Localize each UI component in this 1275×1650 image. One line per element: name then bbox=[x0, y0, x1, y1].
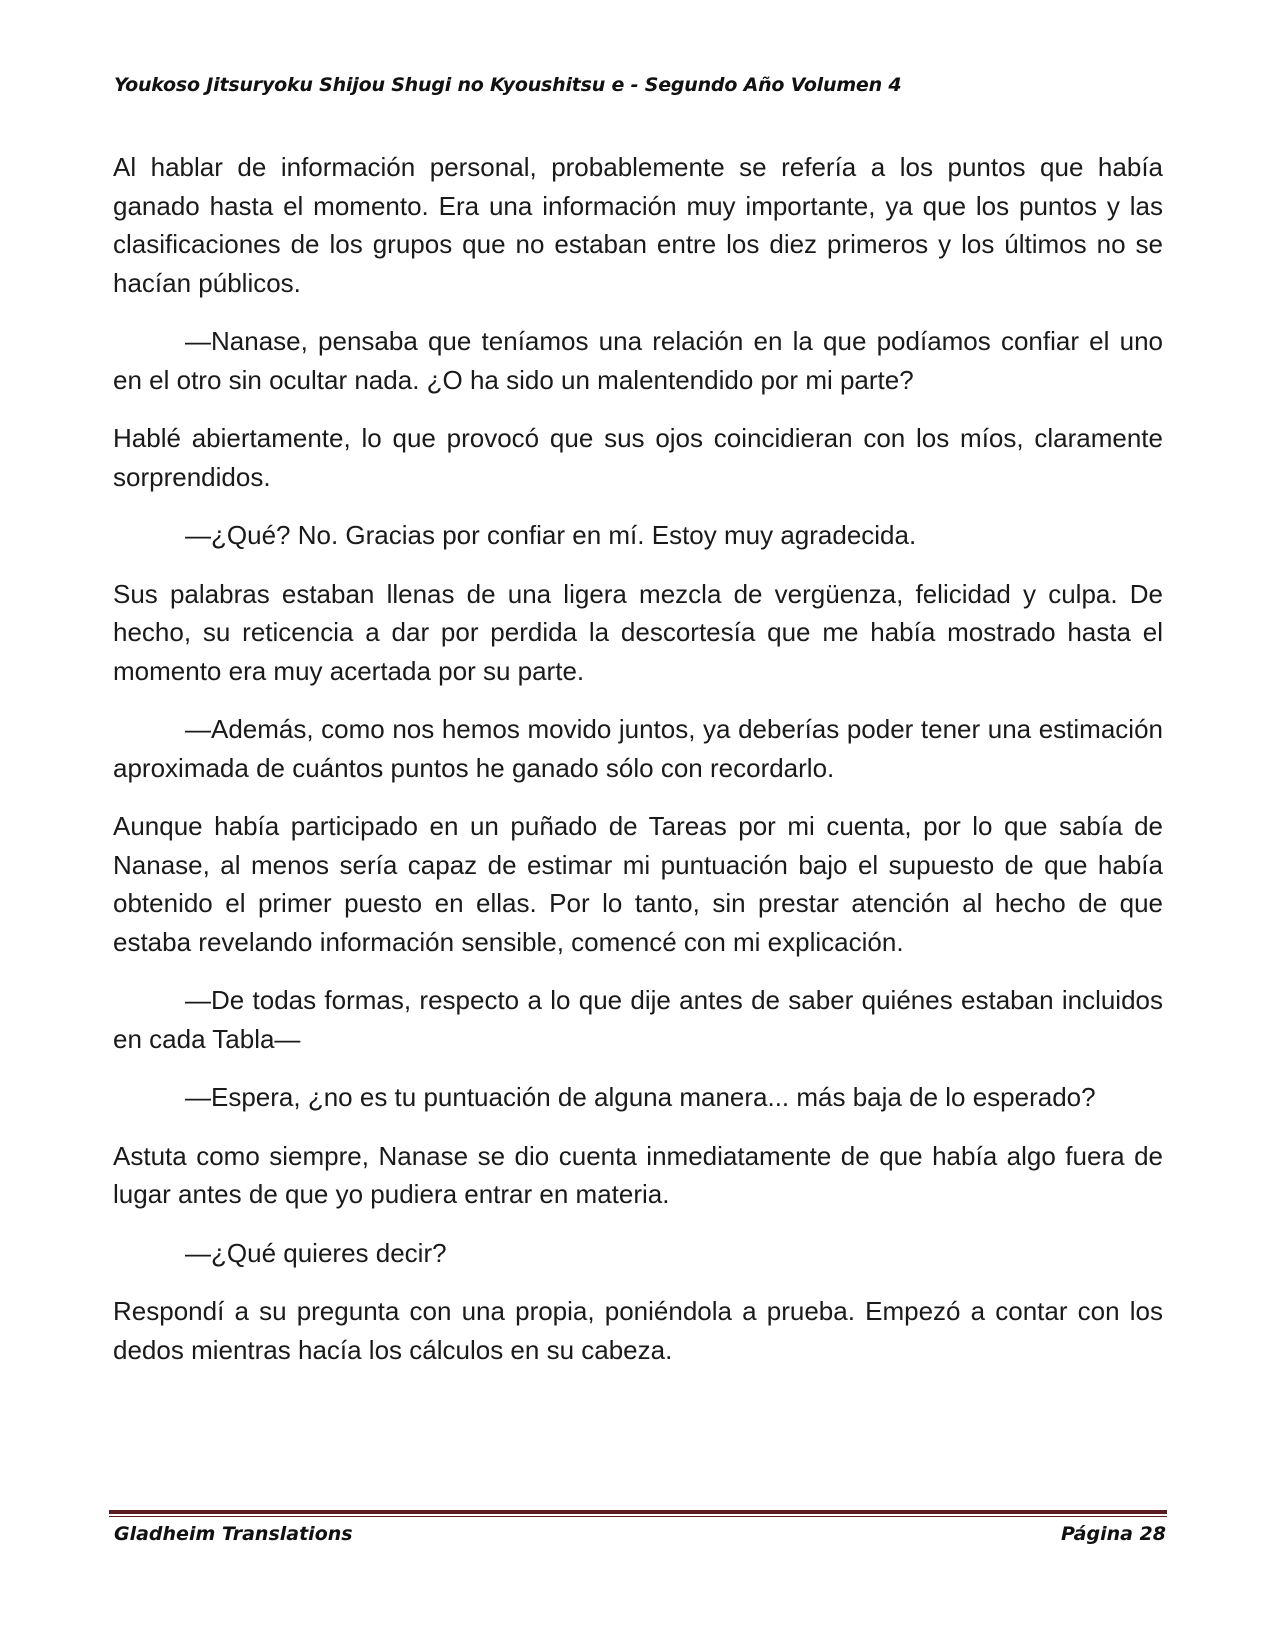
paragraph: Sus palabras estaban llenas de una ligera mezcla de vergüenza, felicidad y culpa. De hecho, su reticencia a dar por perdida la descortesía que me había mostrado hasta el momento era muy acertada por su parte. bbox=[113, 578, 1163, 686]
dialog-paragraph: —De todas formas, respecto a lo que dije antes de saber quiénes estaban incluidos en cada Tabla— bbox=[113, 985, 1163, 1054]
paragraph: Astuta como siempre, Nanase se dio cuenta inmediatamente de que había algo fuera de lugar antes de que yo pudiera entrar en materia. bbox=[113, 1140, 1163, 1209]
dialog-paragraph: —¿Qué? No. Gracias por confiar en mí. Estoy muy agradecida. bbox=[185, 520, 917, 550]
page-header-title: Youkoso Jitsuryoku Shijou Shugi no Kyoushitsu e - Segundo Año Volumen 4 bbox=[114, 74, 902, 96]
dialog-paragraph: —Espera, ¿no es tu puntuación de alguna manera... más baja de lo esperado? bbox=[185, 1082, 1096, 1112]
dialog-paragraph: —¿Qué quieres decir? bbox=[185, 1237, 447, 1268]
footer-divider-thin-line bbox=[109, 1516, 1167, 1517]
dialog-paragraph: —Además, como nos hemos movido juntos, ya deberías poder tener una estimación aproximada de cuántos puntos he ganado sólo con recordarlo. bbox=[113, 714, 1163, 783]
paragraph: Respondí a su pregunta con una propia, poniéndola a prueba. Empezó a contar con los dedos mientras hacía los cálculos en su cabeza. bbox=[113, 1296, 1163, 1365]
paragraph: Al hablar de información personal, probablemente se refería a los puntos que había ganado hasta el momento. Era una información muy importante, ya que los puntos y las clasificaciones de los grupos que no estaban entre los diez primeros y los últimos no se hacían públicos. bbox=[113, 152, 1163, 298]
dialog-paragraph: —Nanase, pensaba que teníamos una relación en la que podíamos confiar el uno en el otro sin ocultar nada. ¿O ha sido un malentendido por mi parte? bbox=[113, 326, 1163, 395]
footer-divider bbox=[109, 1510, 1167, 1517]
body-text bbox=[113, 148, 1163, 1389]
footer-credit: Gladheim Translations bbox=[114, 1523, 353, 1545]
paragraph: Hablé abiertamente, lo que provocó que sus ojos coincidieran con los míos, claramente sorprendidos. bbox=[113, 423, 1163, 492]
page-number: Página 28 bbox=[1060, 1523, 1166, 1545]
paragraph: Aunque había participado en un puñado de Tareas por mi cuenta, por lo que sabía de Nanase, al menos sería capaz de estimar mi puntuación bajo el supuesto de que había obtenido el primer puesto en ellas. Por lo tanto, sin prestar atención al hecho de que estaba revelando información sensible, comencé con mi explicación. bbox=[113, 811, 1163, 957]
footer-divider-thick-line bbox=[109, 1510, 1167, 1514]
